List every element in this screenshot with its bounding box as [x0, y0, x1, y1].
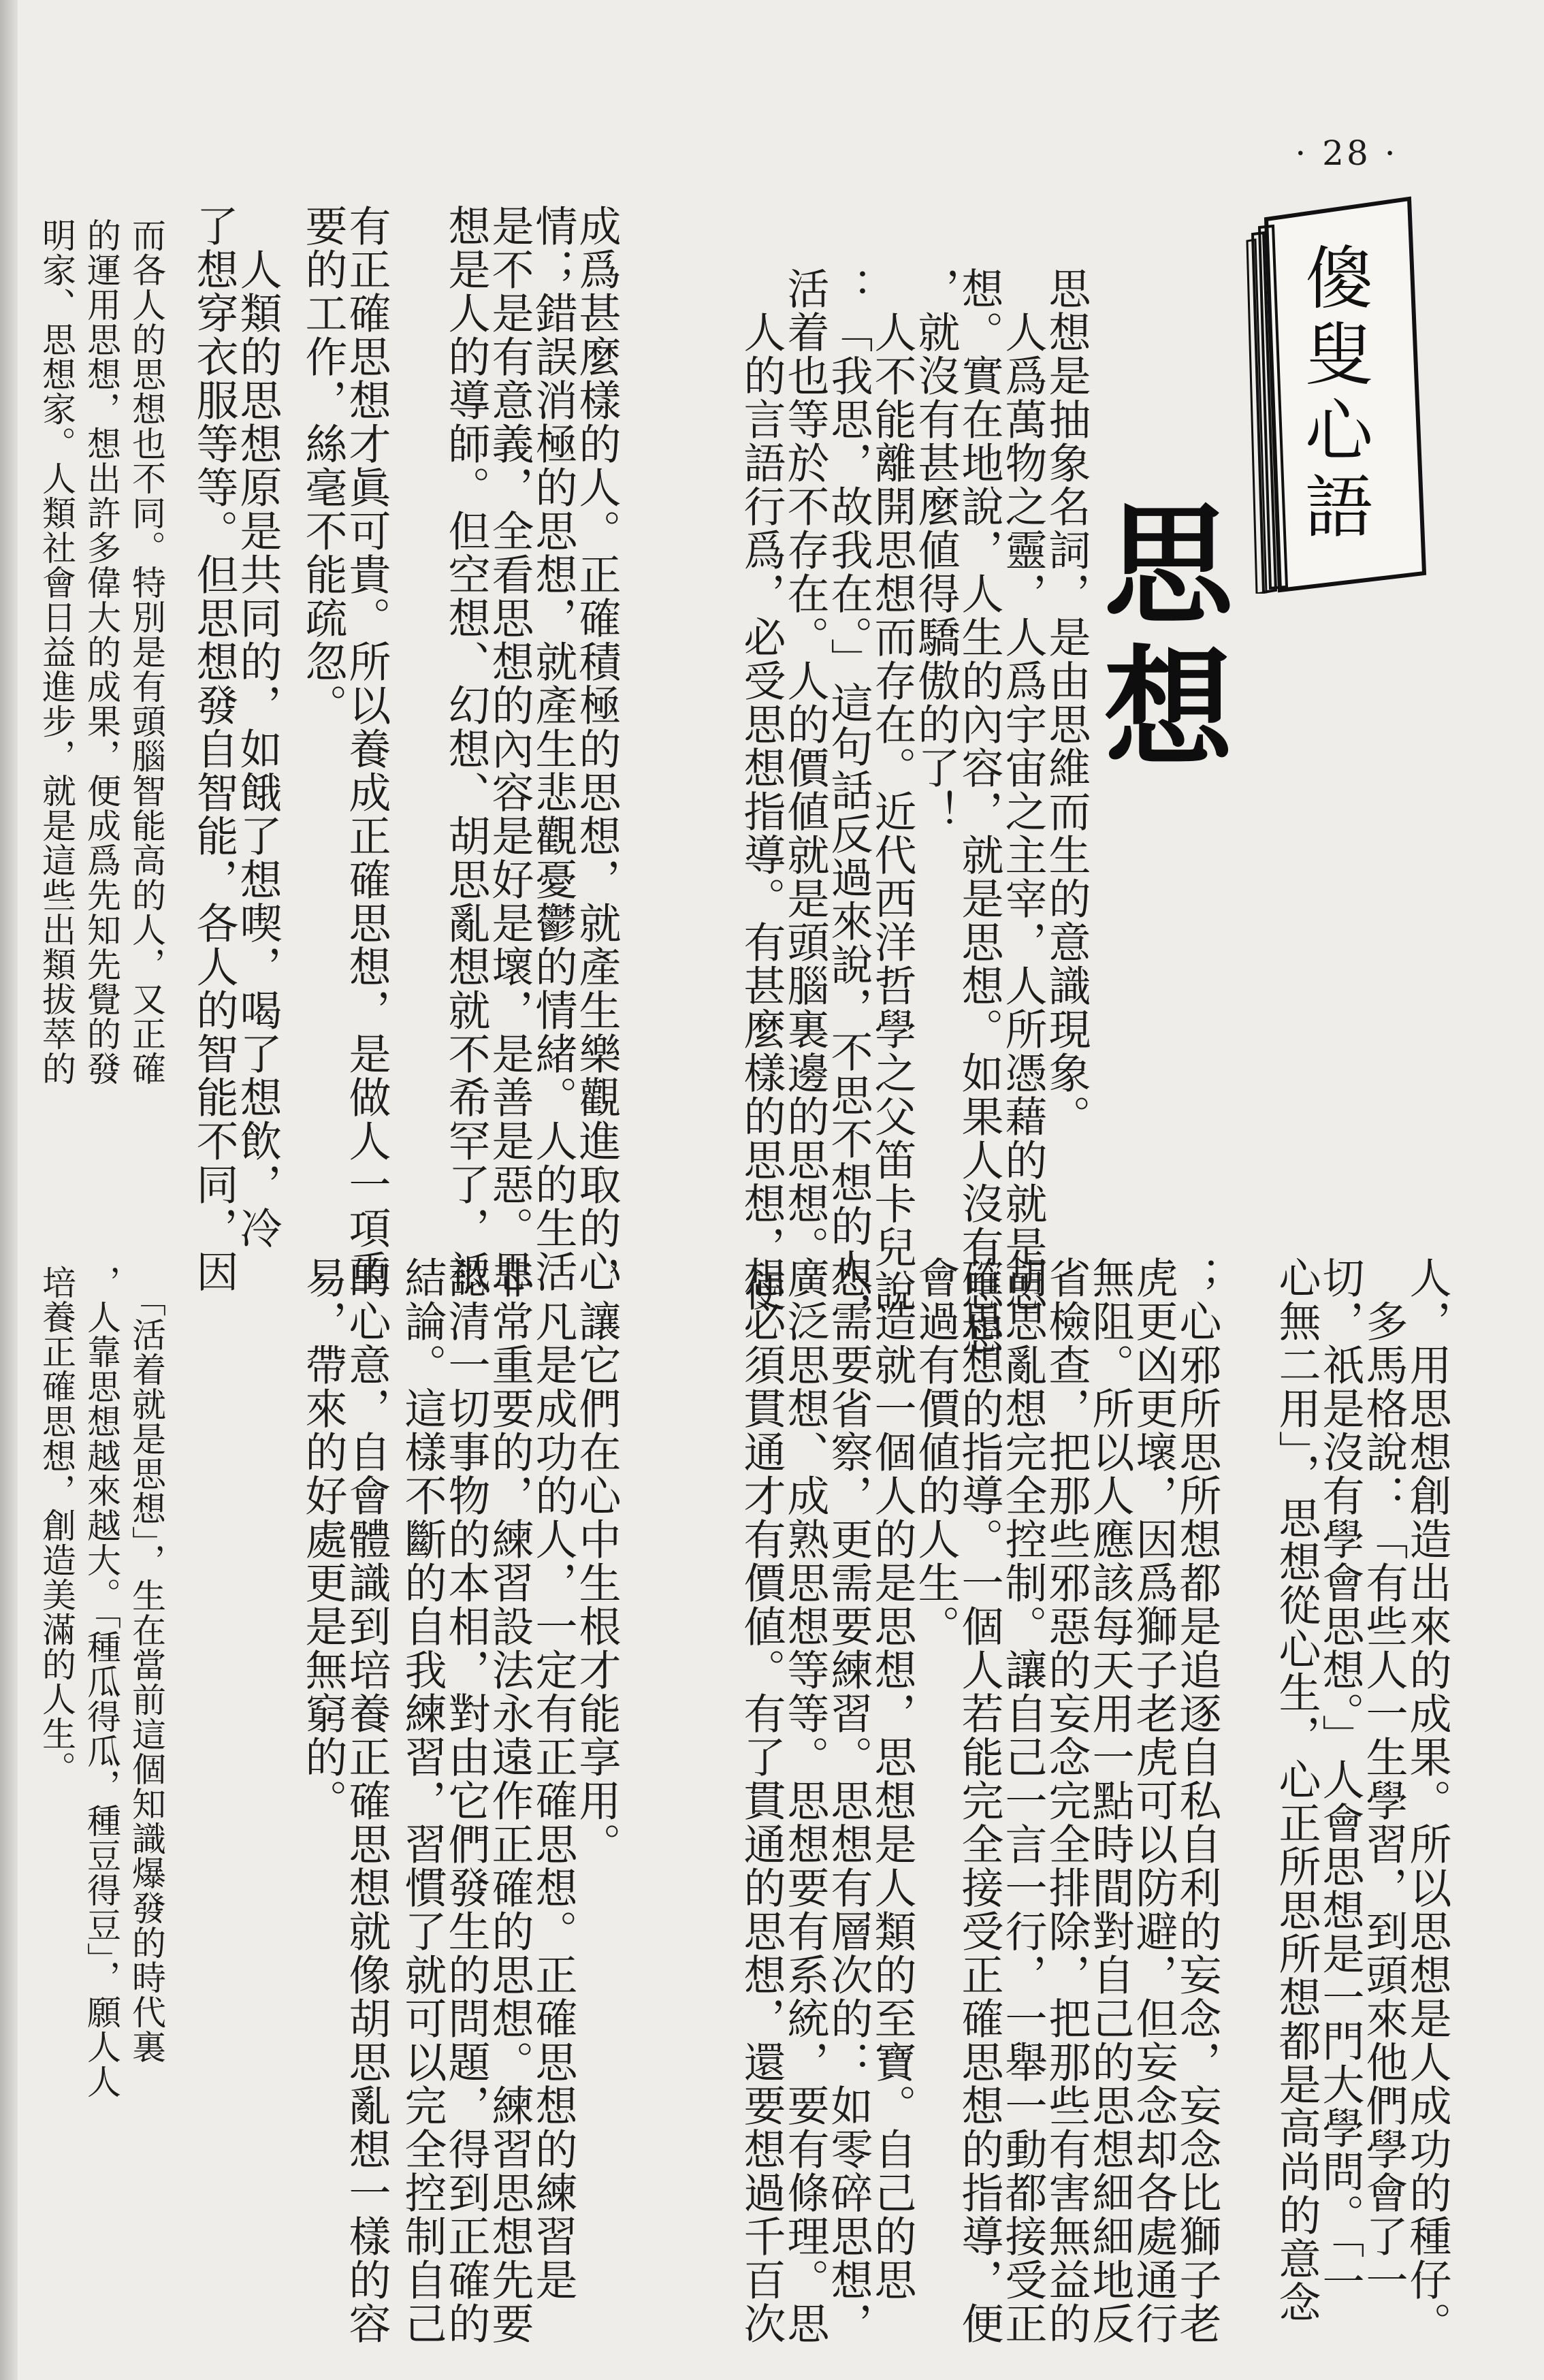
- text-column: 人，用思想創造出來的成果。所以思想是人成功的種仔。: [1402, 1256, 1452, 2345]
- text-column: 活着也等於不存在。人的價値就是頭腦裏邊的思想。: [780, 267, 830, 1269]
- text-column: 切，祇是沒有學會思想。」人會思想是一門大學問。「一: [1315, 1256, 1365, 2303]
- text-column: 人爲萬物之靈，人爲宇宙之主宰，人所憑藉的就是思: [998, 267, 1048, 1313]
- text-column: ；心邪所思所想都是追逐自私自利的妄念，妄念比獅子老: [1172, 1256, 1222, 2345]
- text-column: 想是人的導師。但空想、幻想、胡思亂想就不希罕了，祇: [441, 204, 491, 1293]
- page-number: · 28 ·: [1295, 133, 1398, 173]
- text-column: 造就一個人的是思想，思想是人類的至寶。自己的思: [867, 1256, 917, 2302]
- text-column: 培養正確思想，創造美滿的人生。: [37, 1265, 76, 1786]
- text-column: 要的工作，絲毫不能疏忽。: [298, 204, 348, 727]
- column-logo: [1246, 192, 1430, 594]
- text-column: 無阻。所以人應該每天用一點時間對自己的思想細細地反: [1085, 1256, 1135, 2345]
- text-column: 結論。這樣不斷的自我練習，習慣了就可以完全控制自己: [398, 1256, 447, 2345]
- text-column: ，人靠思想越來越大。「種瓜得瓜，種豆得豆」，願人人: [82, 1265, 121, 2099]
- text-column: 人不能離開思想而存在。近代西洋哲學之父笛卡兒說: [867, 267, 917, 1313]
- text-column: 的心意，自會體識到培養正確思想就像胡思亂想一樣的容: [342, 1256, 391, 2345]
- text-column: 非常重要的，練習設法永遠作正確的思想。練習思想先要: [485, 1256, 534, 2345]
- text-column: 多馬格說：「有些人一生學習，到頭來他們學會了一: [1359, 1256, 1409, 2302]
- text-column: 人類的思想原是共同的，如餓了想喫，喝了想飲，冷: [233, 204, 283, 1250]
- text-column: 胡思亂想完全控制。讓自己一言一行，一舉一動都接受正: [998, 1256, 1048, 2345]
- text-column: 想必須貫通才有價値。有了貫通的思想，還要想過千百次: [737, 1256, 786, 2345]
- article-title: 思想: [1082, 497, 1233, 783]
- text-column: 的運用思想，想出許多偉大的成果，便成爲先知先覺的發: [82, 218, 121, 1086]
- text-column: 「活着就是思想」，生在當前這個知識爆發的時代裏: [127, 1265, 166, 2064]
- column-logo-title: 傻叟心語: [1293, 242, 1373, 547]
- text-column: 會過有價値的人生。: [911, 1256, 961, 1648]
- text-column: 省檢查，把那些邪惡的妄念完全排除，把那些有害無益的: [1042, 1256, 1091, 2345]
- text-column: 人的言語行爲，必受思想指導。有甚麼樣的思想，便: [737, 267, 786, 1313]
- text-column: 廣泛思想、成熟思想等等。思想要有系統，要有條理。思: [780, 1256, 830, 2345]
- text-column: 了想穿衣服等等。但思想發自智能，各人的智能不同，因: [189, 204, 239, 1293]
- text-column: 思想是抽象名詞，是由思維而生的意識現象。: [1042, 267, 1091, 1138]
- text-column: 而各人的思想也不同。特別是有頭腦智能高的人，又正確: [127, 218, 166, 1086]
- text-column: 是不是有意義，全看思想的內容是好是壞，是善是惡。思: [485, 204, 534, 1293]
- text-column: 成爲甚麼樣的人。正確積極的思想，就產生樂觀進取的心: [572, 204, 622, 1293]
- text-column: 易，帶來的好處更是無窮的。: [298, 1256, 348, 1822]
- text-column: ，讓它們在心中生根才能享用。: [572, 1256, 622, 1866]
- text-column: 認清一切事物的本相，對由它們發生的問題，得到正確的: [441, 1256, 491, 2345]
- text-column: 明家、思想家。人類社會日益進步，就是這些出類拔萃的: [37, 218, 76, 1086]
- text-column: 虎更凶更壞，因爲獅子老虎可以防避，但妄念却各處通行: [1129, 1256, 1178, 2345]
- text-column: 確思想的指導。一個人若能完全接受正確思想的指導，便: [954, 1256, 1004, 2345]
- text-column: 想需要省察，更需要練習。思想有層次的：如零碎思想，: [824, 1256, 873, 2345]
- text-column: 想。實在地說，人生的內容，就是思想。如果人沒有思想: [954, 267, 1004, 1356]
- text-column: 有正確思想才眞可貴。所以養成正確思想，是做人一項重: [342, 204, 391, 1293]
- text-column: ，就沒有甚麼値得驕傲的了！: [911, 267, 961, 833]
- text-column: 心無二用」，思想從心生，心正所思所想都是高尚的意念: [1272, 1256, 1321, 2324]
- text-column: ：「我思，故我在。」這句話反過來說，不思不想的人，: [824, 267, 873, 1335]
- text-column: 凡是成功的人，一定有正確思想。正確思想的練習是: [528, 1256, 578, 2302]
- book-spine-shadow: [0, 0, 18, 2380]
- text-column: 情；錯誤消極的思想，就產生悲觀憂鬱的情緒。人的生活: [528, 204, 578, 1293]
